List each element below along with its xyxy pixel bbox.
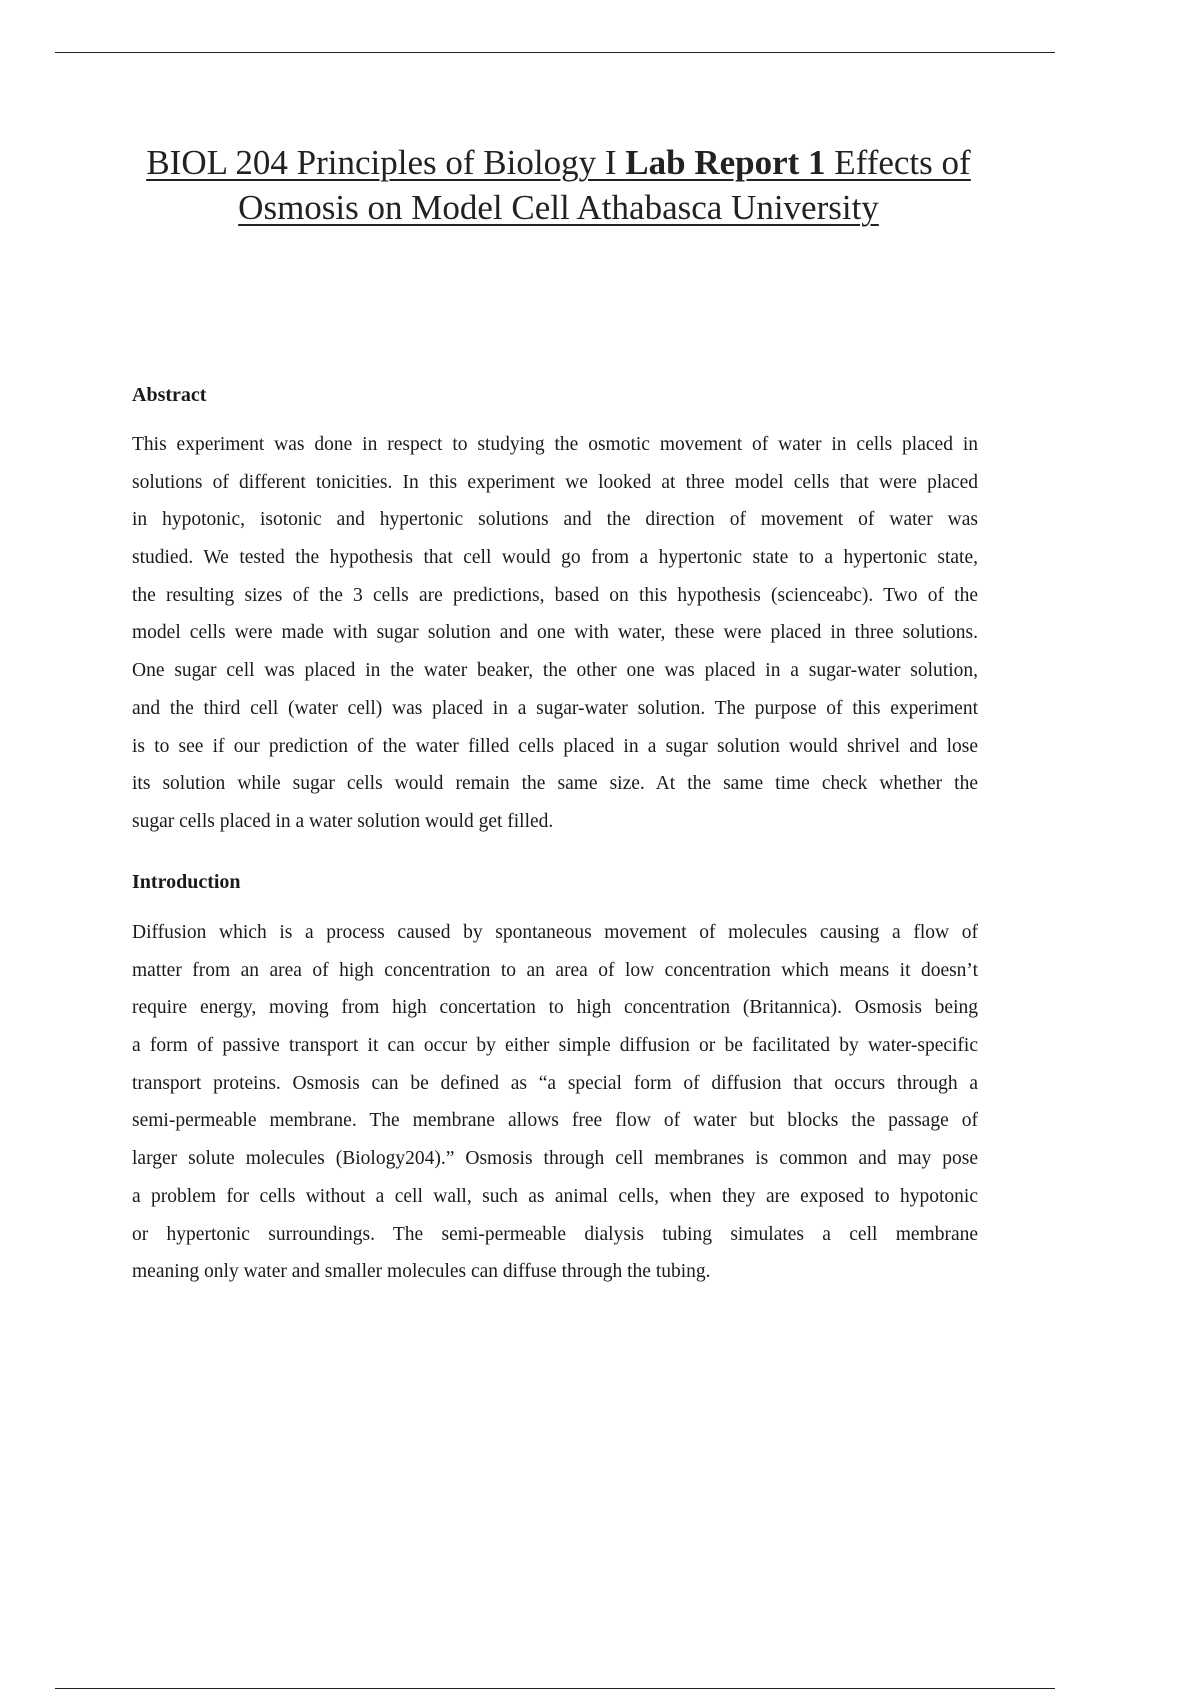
title-text: BIOL 204 Principles of Biology I [146,143,626,182]
text-line: require energy, moving from high concertation to high concentration (Britannica). Osmosis being [132,997,978,1019]
text-line: model cells were made with sugar solution and one with water, these were placed in three solutions. [132,622,978,644]
abstract-heading: Abstract [132,384,207,406]
text-line: transport proteins. Osmosis can be defined as “a special form of diffusion that occurs through a [132,1072,978,1094]
text-line: meaning only water and smaller molecules can diffuse through the tubing. [132,1261,711,1283]
document-title [0,140,1117,230]
text-line: the resulting sizes of the 3 cells are predictions, based on this hypothesis (scienceabc). Two of the [132,584,978,606]
text-line: is to see if our prediction of the water filled cells placed in a sugar solution would shrivel and lose [132,735,978,757]
text-line: sugar cells placed in a water solution would get filled. [132,810,554,832]
text-line: This experiment was done in respect to studying the osmotic movement of water in cells placed in [132,434,978,455]
text-line: semi-permeable membrane. The membrane allows free flow of water but blocks the passage of [132,1110,978,1132]
title-line-2: Osmosis on Model Cell Athabasca University [238,188,879,227]
bottom-rule [55,1688,1055,1689]
text-line: studied. We tested the hypothesis that cell would go from a hypertonic state to a hypertonic state, [132,547,978,569]
text-line: larger solute molecules (Biology204).” Osmosis through cell membranes is common and may pose [132,1148,978,1170]
text-line: solutions of different tonicities. In this experiment we looked at three model cells that were placed [132,471,978,493]
text-line: and the third cell (water cell) was placed in a sugar-water solution. The purpose of this experiment [132,697,978,719]
title-text: Effects of [825,143,971,182]
introduction-paragraph [132,914,978,1291]
title-line-1 [146,143,970,182]
text-line: a form of passive transport it can occur by either simple diffusion or be facilitated by water-specific [132,1035,978,1057]
abstract-paragraph [132,426,978,841]
text-line: Diffusion which is a process caused by spontaneous movement of molecules causing a flow of [132,922,978,943]
text-line: a problem for cells without a cell wall, such as animal cells, when they are exposed to hypotonic [132,1185,978,1207]
text-line: in hypotonic, isotonic and hypertonic solutions and the direction of movement of water was [132,509,978,531]
top-rule [55,52,1055,53]
title-bold-text: Lab Report 1 [625,143,826,182]
text-line: or hypertonic surroundings. The semi-permeable dialysis tubing simulates a cell membrane [132,1223,978,1245]
text-line: One sugar cell was placed in the water beaker, the other one was placed in a sugar-water solution, [132,660,978,682]
introduction-heading: Introduction [132,871,241,893]
text-line: matter from an area of high concentration to an area of low concentration which means it doesn’t [132,959,978,981]
text-line: its solution while sugar cells would remain the same size. At the same time check whether the [132,773,978,795]
